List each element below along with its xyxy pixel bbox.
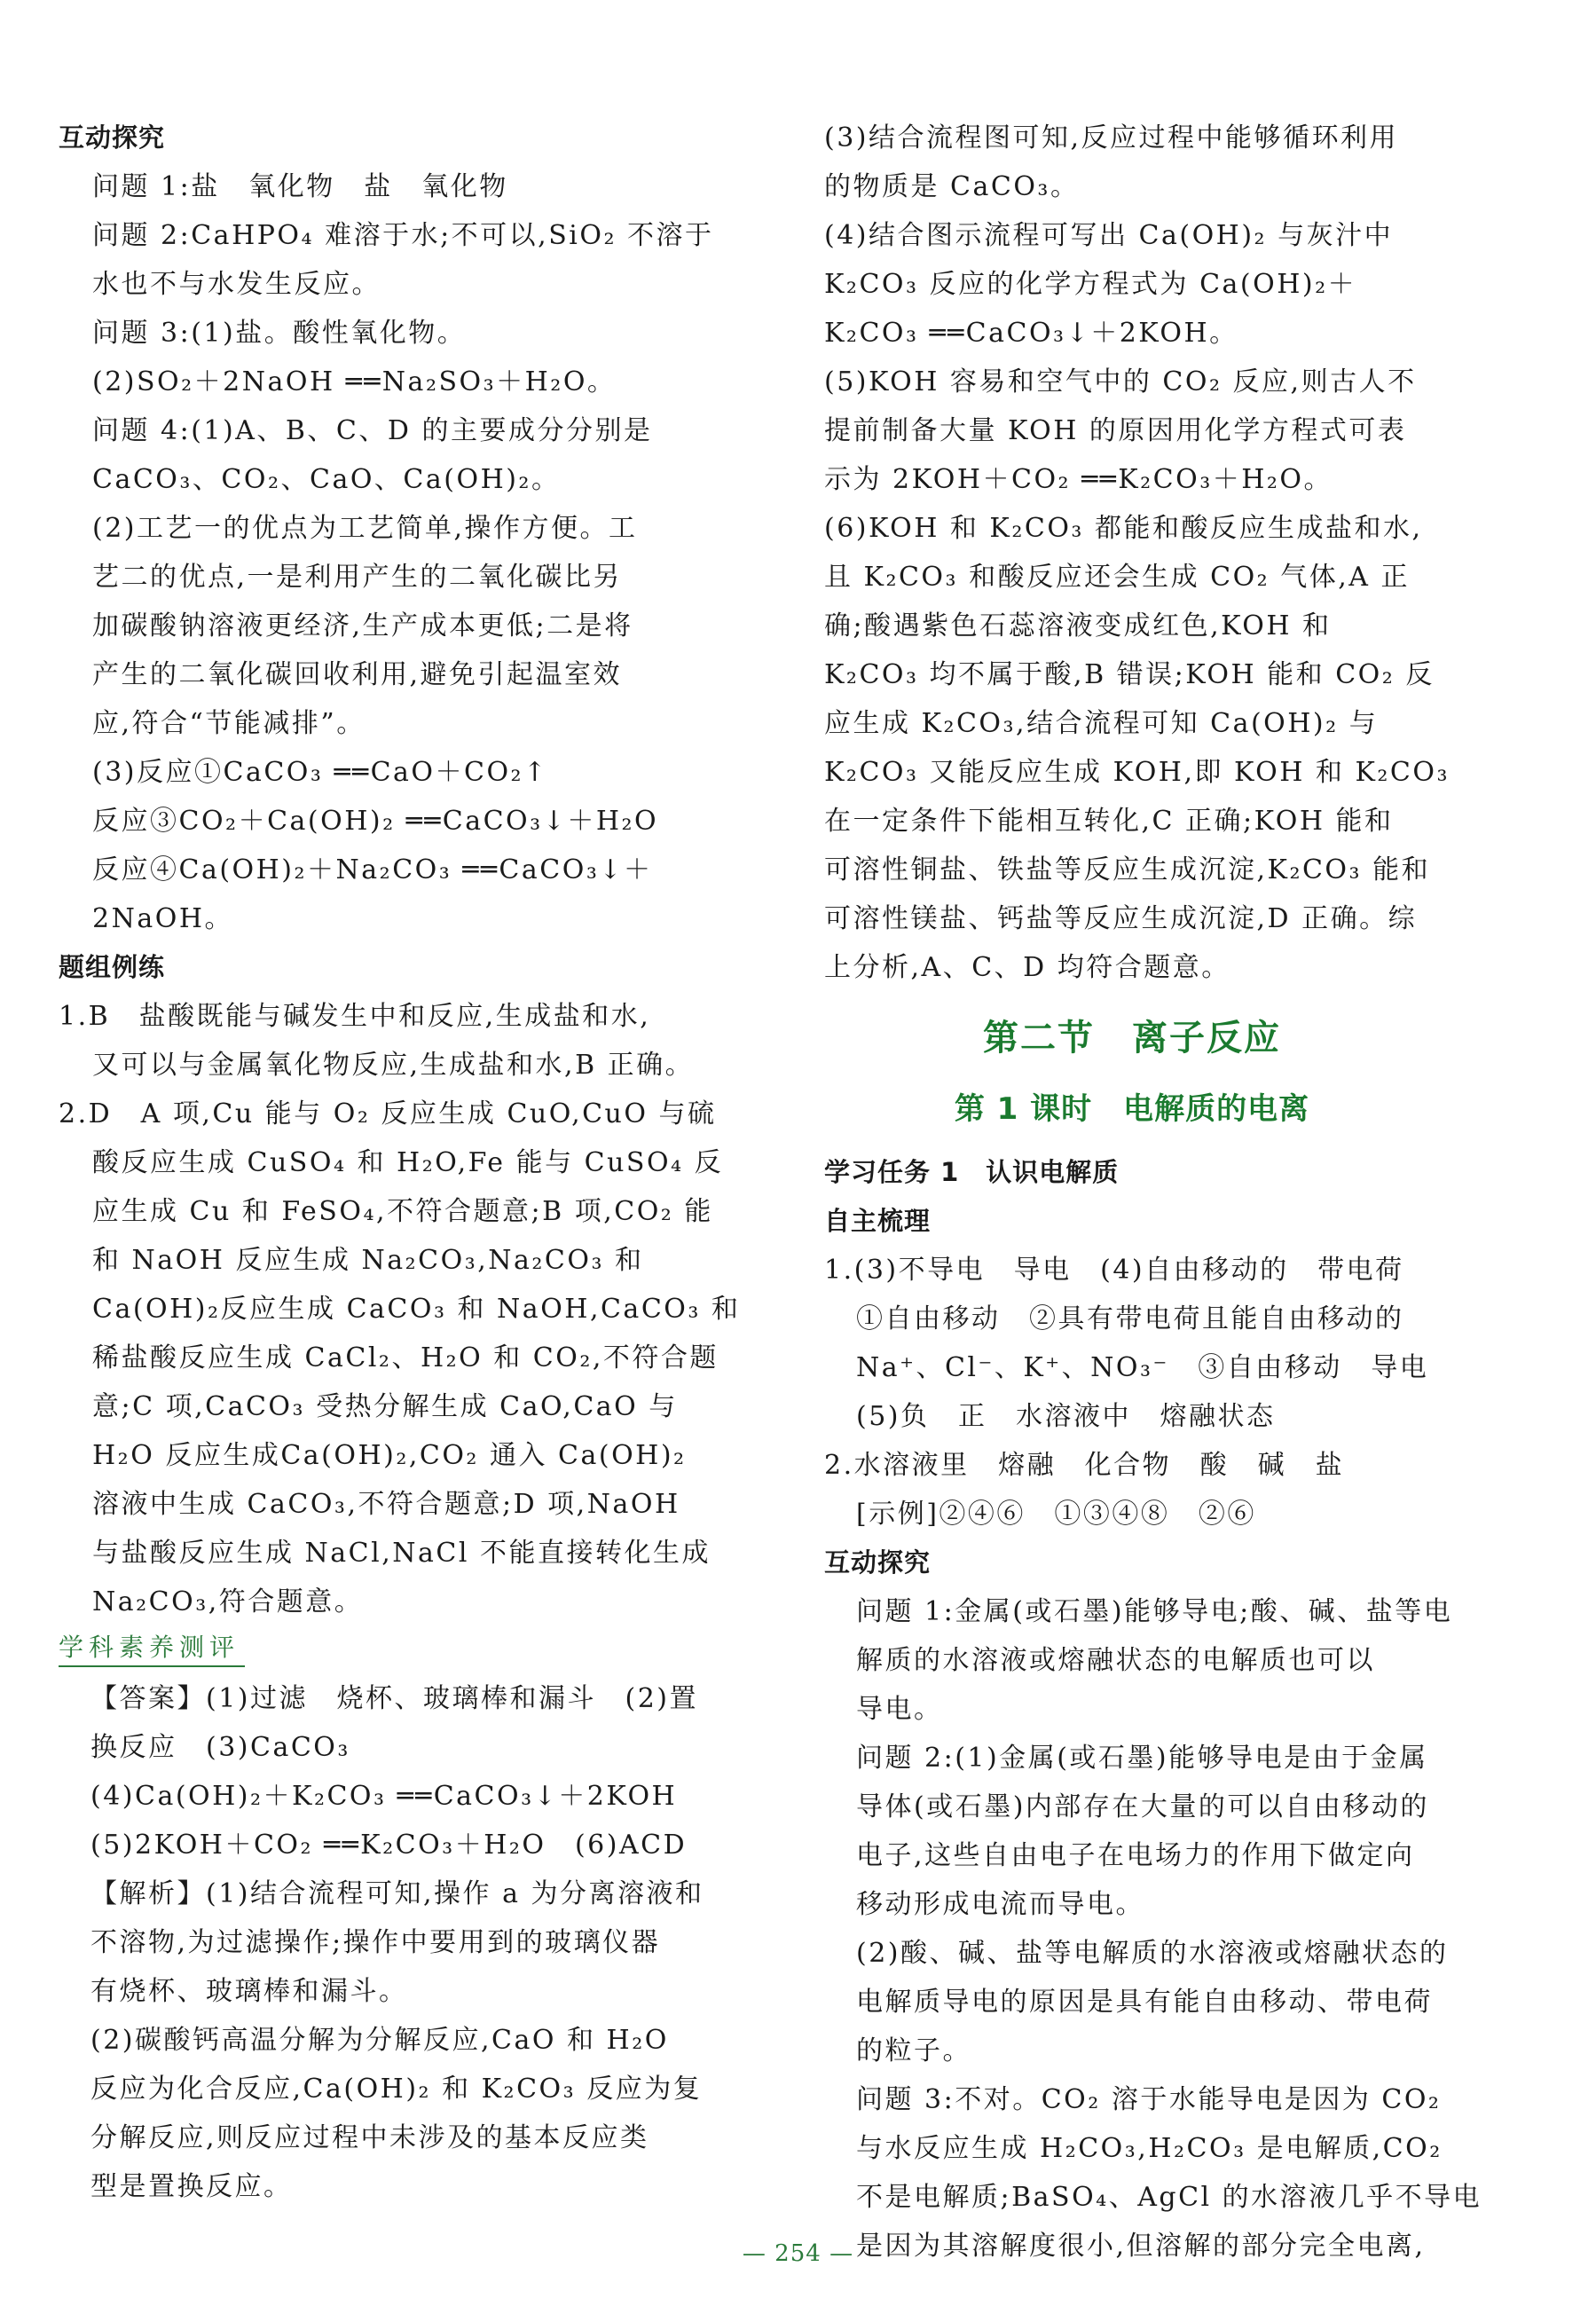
text-line: 反应④Ca(OH)₂＋Na₂CO₃ ══CaCO₃↓＋: [92, 854, 653, 885]
text-line: 换反应 (3)CaCO₃: [90, 1732, 350, 1763]
text-line: (2)SO₂＋2NaOH ══Na₂SO₃＋H₂O。: [92, 366, 617, 397]
text-line: 又可以与金属氧化物反应,生成盐和水,B 正确。: [92, 1050, 695, 1081]
text-line: K₂CO₃ 又能反应生成 KOH,即 KOH 和 K₂CO₃: [824, 757, 1450, 788]
text-line: 2.D A 项,Cu 能与 O₂ 反应生成 CuO,CuO 与硫: [59, 1098, 717, 1129]
heading-self-study: 自主梳理: [824, 1206, 932, 1236]
lesson-title: 第 1 课时 电解质的电离: [954, 1091, 1310, 1127]
text-line: 问题 1:金属(或石墨)能够导电;酸、碱、盐等电: [856, 1596, 1453, 1627]
text-line: 上分析,A、C、D 均符合题意。: [824, 952, 1230, 983]
text-line: 反应为化合反应,Ca(OH)₂ 和 K₂CO₃ 反应为复: [90, 2074, 703, 2105]
text-line: [示例]②④⑥ ①③④⑧ ②⑥: [856, 1499, 1256, 1530]
text-line: 1.B 盐酸既能与碱发生中和反应,生成盐和水,: [59, 1001, 651, 1032]
text-line: 确;酸遇紫色石蕊溶液变成红色,KOH 和: [824, 610, 1332, 641]
text-line: 问题 4:(1)A、B、C、D 的主要成分分别是: [92, 415, 653, 446]
heading-learning-task: 学习任务 1 认识电解质: [824, 1157, 1120, 1187]
text-line: 应生成 K₂CO₃,结合流程可知 Ca(OH)₂ 与: [824, 708, 1379, 739]
heading-subject-literacy: 学科素养测评: [59, 1630, 245, 1667]
text-line: 与水反应生成 H₂CO₃,H₂CO₃ 是电解质,CO₂: [856, 2133, 1443, 2164]
text-line: 可溶性镁盐、钙盐等反应生成沉淀,D 正确。综: [824, 903, 1418, 934]
heading-example-group: 题组例练: [59, 952, 166, 982]
text-line: (2)工艺一的优点为工艺简单,操作方便。工: [92, 513, 638, 544]
text-line: 应,符合“节能减排”。: [92, 708, 366, 739]
text-line: 问题 3:(1)盐。酸性氧化物。: [92, 318, 467, 349]
text-line: 水也不与水发生反应。: [92, 269, 381, 300]
text-line: 2.水溶液里 熔融 化合物 酸 碱 盐: [824, 1450, 1345, 1481]
text-line: 提前制备大量 KOH 的原因用化学方程式可表: [824, 415, 1407, 446]
text-line: 问题 1:盐 氧化物 盐 氧化物: [92, 171, 508, 202]
text-line: (2)酸、碱、盐等电解质的水溶液或熔融状态的: [856, 1938, 1449, 1969]
text-line: 问题 2:(1)金属(或石墨)能够导电是由于金属: [856, 1743, 1428, 1774]
text-line: Na⁺、Cl⁻、K⁺、NO₃⁻ ③自由移动 导电: [856, 1352, 1429, 1383]
text-line: (2)碳酸钙高温分解为分解反应,CaO 和 H₂O: [90, 2025, 669, 2056]
text-line: 稀盐酸反应生成 CaCl₂、H₂O 和 CO₂,不符合题: [92, 1342, 719, 1373]
heading-interactive-inquiry: 互动探究: [59, 122, 166, 153]
text-line: 且 K₂CO₃ 和酸反应还会生成 CO₂ 气体,A 正: [824, 562, 1410, 593]
text-line: H₂O 反应生成Ca(OH)₂,CO₂ 通入 Ca(OH)₂: [92, 1440, 687, 1471]
right-column: [824, 114, 1482, 2271]
text-line: 有烧杯、玻璃棒和漏斗。: [90, 1976, 408, 2007]
text-line: CaCO₃、CO₂、CaO、Ca(OH)₂。: [92, 464, 561, 495]
text-line: K₂CO₃ ══CaCO₃↓＋2KOH。: [824, 318, 1238, 349]
text-line: 问题 2:CaHPO₄ 难溶于水;不可以,SiO₂ 不溶于: [92, 220, 714, 251]
text-line: K₂CO₃ 均不属于酸,B 错误;KOH 能和 CO₂ 反: [824, 659, 1435, 690]
text-line: (4)Ca(OH)₂＋K₂CO₃ ══CaCO₃↓＋2KOH: [90, 1781, 678, 1812]
text-line: 的物质是 CaCO₃。: [824, 171, 1080, 202]
text-line: 是因为其溶解度很小,但溶解的部分完全电离,: [856, 2231, 1426, 2262]
text-line: 问题 3:不对。CO₂ 溶于水能导电是因为 CO₂: [856, 2084, 1442, 2115]
text-line: (3)反应①CaCO₃ ══CaO＋CO₂↑: [92, 757, 548, 788]
text-line: 电解质导电的原因是具有能自由移动、带电荷: [856, 1987, 1433, 2018]
text-line: (4)结合图示流程可写出 Ca(OH)₂ 与灰汁中: [824, 220, 1394, 251]
text-line: 导电。: [856, 1694, 943, 1725]
text-line: 可溶性铜盐、铁盐等反应生成沉淀,K₂CO₃ 能和: [824, 854, 1431, 885]
text-line: 酸反应生成 CuSO₄ 和 H₂O,Fe 能与 CuSO₄ 反: [92, 1147, 724, 1178]
text-line: 电子,这些自由电子在电场力的作用下做定向: [856, 1840, 1415, 1871]
text-line: 2NaOH。: [92, 903, 233, 934]
section-title: 第二节 离子反应: [983, 1018, 1281, 1059]
text-line: Ca(OH)₂反应生成 CaCO₃ 和 NaOH,CaCO₃ 和: [92, 1294, 741, 1325]
text-line: (6)KOH 和 K₂CO₃ 都能和酸反应生成盐和水,: [824, 513, 1423, 544]
text-line: 艺二的优点,一是利用产生的二氧化碳比另: [92, 562, 623, 593]
text-line: 意;C 项,CaCO₃ 受热分解生成 CaO,CaO 与: [92, 1391, 678, 1422]
text-line: 应生成 Cu 和 FeSO₄,不符合题意;B 项,CO₂ 能: [92, 1196, 713, 1227]
text-line: K₂CO₃ 反应的化学方程式为 Ca(OH)₂＋: [824, 269, 1357, 300]
text-line: (5)KOH 容易和空气中的 CO₂ 反应,则古人不: [824, 366, 1417, 397]
text-line: 示为 2KOH＋CO₂ ══K₂CO₃＋H₂O。: [824, 464, 1333, 495]
text-line: Na₂CO₃,符合题意。: [92, 1586, 364, 1617]
left-column: [59, 114, 741, 2211]
text-line: 在一定条件下能相互转化,C 正确;KOH 能和: [824, 806, 1394, 837]
text-line: (5)2KOH＋CO₂ ══K₂CO₃＋H₂O (6)ACD: [90, 1830, 688, 1861]
text-line: 【答案】(1)过滤 烧杯、玻璃棒和漏斗 (2)置: [90, 1683, 698, 1714]
text-line: ①自由移动 ②具有带电荷且能自由移动的: [856, 1303, 1404, 1334]
text-line: 和 NaOH 反应生成 Na₂CO₃,Na₂CO₃ 和: [92, 1245, 644, 1276]
text-line: 与盐酸反应生成 NaCl,NaCl 不能直接转化生成: [92, 1538, 711, 1569]
text-line: 的粒子。: [856, 2035, 971, 2066]
text-line: (3)结合流程图可知,反应过程中能够循环利用: [824, 122, 1399, 153]
heading-interactive-inquiry-2: 互动探究: [824, 1547, 932, 1578]
text-line: 不溶物,为过滤操作;操作中要用到的玻璃仪器: [90, 1927, 661, 1958]
text-line: 产生的二氧化碳回收利用,避免引起温室效: [92, 659, 623, 690]
text-line: 加碳酸钠溶液更经济,生产成本更低;二是将: [92, 610, 633, 641]
text-line: 移动形成电流而导电。: [856, 1889, 1144, 1920]
page-number: — 254 —: [742, 2240, 854, 2267]
text-line: 【解析】(1)结合流程可知,操作 a 为分离溶液和: [90, 1878, 704, 1909]
text-line: 1.(3)不导电 导电 (4)自由移动的 带电荷: [824, 1255, 1404, 1286]
text-line: 解质的水溶液或熔融状态的电解质也可以: [856, 1645, 1375, 1676]
text-line: 反应③CO₂＋Ca(OH)₂ ══CaCO₃↓＋H₂O: [92, 806, 659, 837]
text-line: 型是置换反应。: [90, 2171, 293, 2202]
text-line: 溶液中生成 CaCO₃,不符合题意;D 项,NaOH: [92, 1489, 680, 1520]
text-line: 不是电解质;BaSO₄、AgCl 的水溶液几乎不导电: [856, 2182, 1482, 2213]
text-line: 分解反应,则反应过程中未涉及的基本反应类: [90, 2122, 649, 2153]
text-line: (5)负 正 水溶液中 熔融状态: [856, 1401, 1276, 1432]
text-line: 导体(或石墨)内部存在大量的可以自由移动的: [856, 1791, 1429, 1822]
